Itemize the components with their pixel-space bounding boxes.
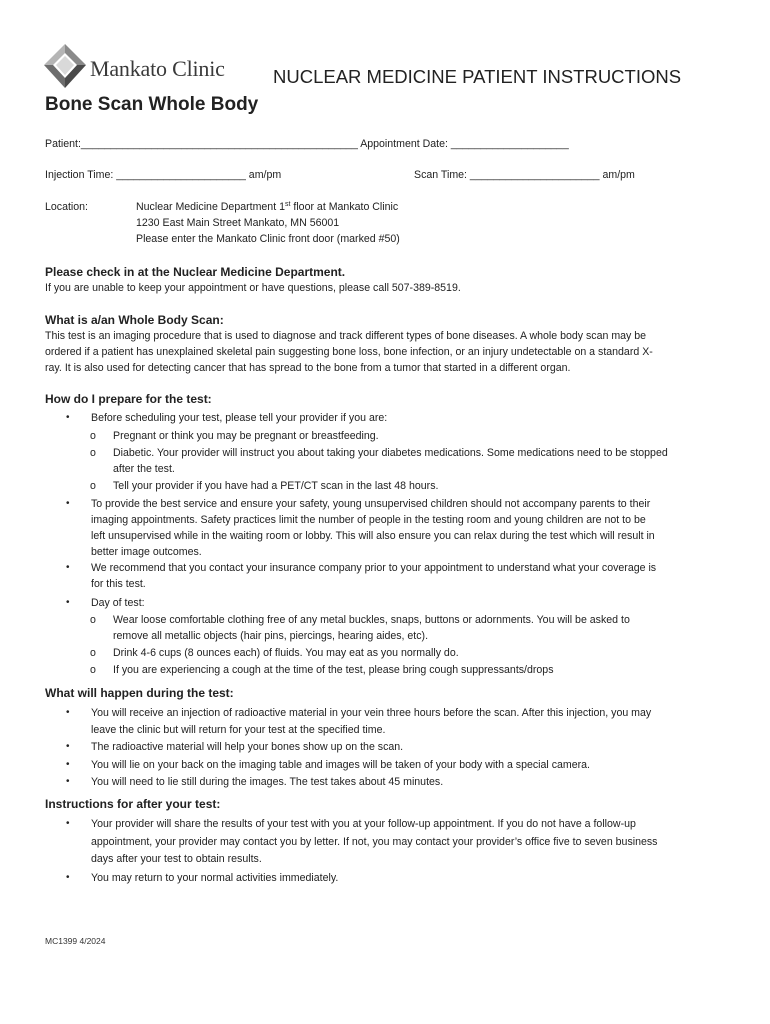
prepare-item-4: Day of test: [91,597,145,609]
sub-bullet-icon: o [90,614,96,626]
during-item-3: You will lie on your back on the imaging table and images will be taken of your body with a special camera. [91,759,590,771]
after-item-1-cont: days after your test to obtain results. [91,853,262,865]
logo-text: Mankato Clinic [90,56,225,81]
prepare-subitem-diabetic: Diabetic. Your provider will instruct you about taking your diabetes medications. Some medications need to be stopped [113,447,668,459]
clinic-logo [44,44,244,88]
prepare-item-3-cont: for this test. [91,578,146,590]
prepare-item-2-cont: left unsupervised while in the waiting room or lobby. This will also ensure you can relax during the test which will result in [91,530,655,542]
during-heading: What will happen during the test: [45,686,234,700]
form-number-footer: MC1399 4/2024 [45,936,106,946]
location-label: Location: [45,201,88,213]
bullet-icon: • [66,818,70,829]
scan-time-line: Scan Time: ______________________ am/pm [414,169,635,181]
what-is-line: ordered if a patient has unexplained skeletal pain suggesting bone loss, bone infection, or an injury undetectable on a standard X- [45,346,653,358]
location-dept: Nuclear Medicine Department 1 [136,201,285,213]
patient-appointment-line: Patient:_______________________________________________ Appointment Date: ____________________ [45,138,569,150]
prepare-subitem-diabetic-cont: after the test. [113,463,175,475]
bullet-icon: • [66,707,70,718]
sub-bullet-icon: o [90,647,96,659]
bullet-icon: • [66,597,70,608]
location-floor: floor at Mankato Clinic [290,201,399,213]
location-line-2: 1230 East Main Street Mankato, MN 56001 [136,217,340,229]
during-item-1-cont: leave the clinic but will return for your test at the specified time. [91,724,386,736]
location-line-3: Please enter the Mankato Clinic front door (marked #50) [136,233,400,245]
after-item-1-cont: appointment, your provider may contact you by letter. If not, you may contact your provider’s office five to seven business [91,836,658,848]
what-is-line: ray. It is also used for detecting cancer that has spread to the bone from a tumor that started in a different organ. [45,362,571,374]
during-item-4: You will need to lie still during the images. The test takes about 45 minutes. [91,776,444,788]
checkin-text: If you are unable to keep your appointment or have questions, please call 507-389-8519. [45,282,461,294]
bullet-icon: • [66,872,70,883]
page-title: Bone Scan Whole Body [45,94,259,115]
what-is-paragraph [45,328,653,376]
prepare-item-1: Before scheduling your test, please tell your provider if you are: [91,412,388,424]
what-is-line: This test is an imaging procedure that is used to diagnose and track different types of bone diseases. A whole body scan may be [45,330,647,342]
prepare-subitem-pregnant: Pregnant or think you may be pregnant or breastfeeding. [113,430,379,442]
document-heading: NUCLEAR MEDICINE PATIENT INSTRUCTIONS [273,66,682,87]
prepare-item-2-cont: imaging appointments. Safety practices limit the number of people in the testing room and young children are not to be [91,514,646,526]
after-heading: Instructions for after your test: [45,797,221,811]
bullet-icon: • [66,412,70,423]
after-item-2: You may return to your normal activities immediately. [91,872,339,884]
sub-bullet-icon: o [90,664,96,676]
bullet-icon: • [66,759,70,770]
bullet-icon: • [66,776,70,787]
prepare-subitem-cough: If you are experiencing a cough at the time of the test, please bring cough suppressants/drops [113,664,554,676]
sub-bullet-icon: o [90,480,96,492]
prepare-heading: How do I prepare for the test: [45,392,212,406]
sub-bullet-icon: o [90,430,96,442]
during-item-1: You will receive an injection of radioactive material in your vein three hours before the scan. After this injection, you may [91,707,652,719]
what-is-heading: What is a/an Whole Body Scan: [45,313,224,327]
prepare-item-3: We recommend that you contact your insurance company prior to your appointment to understand what your coverage is [91,562,657,574]
prepare-subitem-clothing: Wear loose comfortable clothing free of any metal buckles, snaps, buttons or adornments. You will be asked to [113,614,630,626]
during-item-2: The radioactive material will help your bones show up on the scan. [91,741,404,753]
bullet-icon: • [66,741,70,752]
sub-bullet-icon: o [90,447,96,459]
prepare-subitem-clothing-cont: remove all metallic objects (hair pins, piercings, hearing aides, etc). [113,630,429,642]
floor-ordinal-sup: st [284,201,291,208]
prepare-subitem-petct: Tell your provider if you have had a PET/CT scan in the last 48 hours. [113,480,439,492]
location-line-1 [136,202,398,213]
bullet-icon: • [66,498,70,509]
prepare-subitem-fluids: Drink 4-6 cups (8 ounces each) of fluids. You may eat as you normally do. [113,647,459,659]
logo-mark-icon [44,44,86,88]
prepare-item-2: To provide the best service and ensure your safety, young unsupervised children should not accompany parents to their [91,498,651,510]
prepare-item-2-cont: better image outcomes. [91,546,202,558]
bullet-icon: • [66,562,70,573]
checkin-heading: Please check in at the Nuclear Medicine Department. [45,265,346,279]
injection-time-line: Injection Time: ______________________ am/pm [45,169,282,181]
after-item-1: Your provider will share the results of your test with you at your follow-up appointment. If you do not have a follow-up [91,818,636,830]
